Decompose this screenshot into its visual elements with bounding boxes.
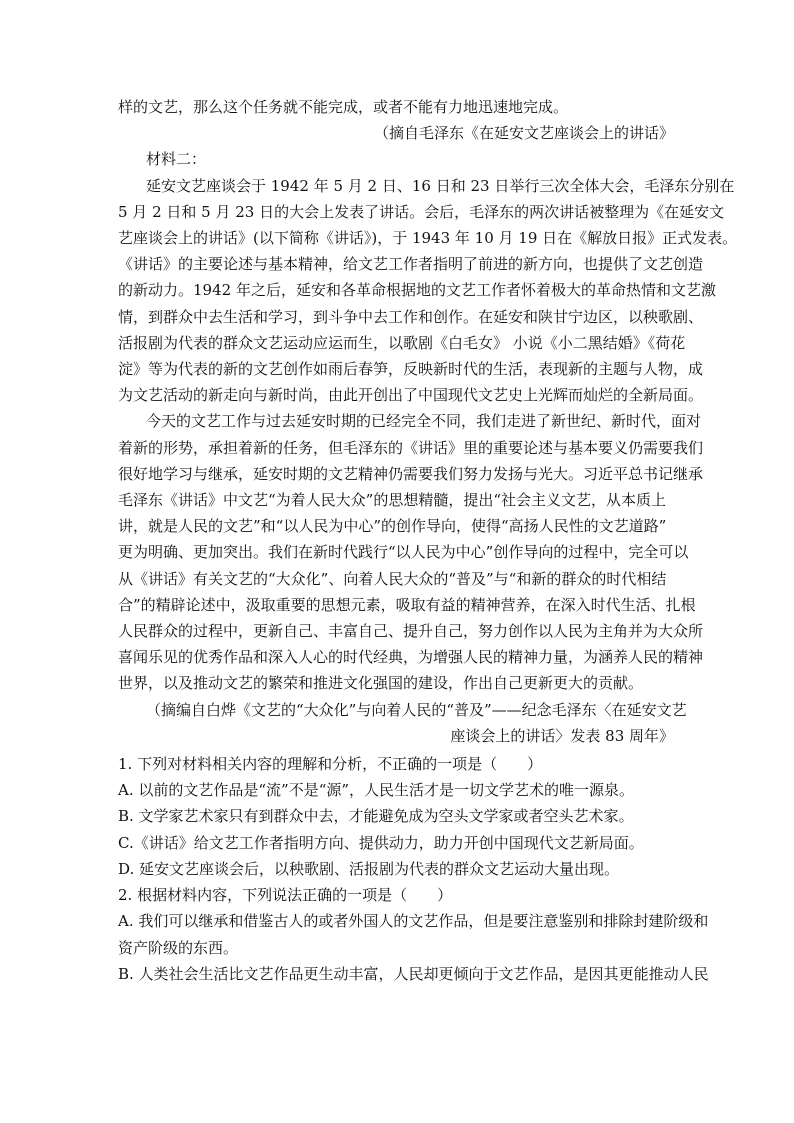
question-stem: 1. 下列对材料相关内容的理解和分析，不正确的一项是（ ）	[118, 755, 543, 774]
paragraph-line: 延安文艺座谈会于 1942 年 5 月 2 日、16 日和 23 日举行三次全体大会，毛泽东分别在	[146, 176, 735, 195]
paragraph-line: 世界，以及推动文艺的繁荣和推进文化强国的建设，作出自己更新更大的贡献。	[118, 674, 644, 693]
material2-label: 材料二：	[146, 150, 207, 169]
material2-source-line-1: （摘编自白烨《文艺的“大众化”与向着人民的“普及”——纪念毛泽东〈在延安文艺	[146, 700, 687, 719]
paragraph-line: 讲，就是人民的文艺”和“以人民为中心”的创作导向，使得“高扬人民性的文艺道路”	[118, 517, 667, 536]
paragraph-line: 人民群众的过程中，更新自己、丰富自己、提升自己，努力创作以人民为主角并为大众所	[118, 622, 704, 641]
paragraph-line: 活报剧为代表的群众文艺运动应运而生，以歌剧《白毛女》 小说《小二黑结婚》《荷花	[118, 333, 686, 352]
paragraph-line: 从《讲话》有关文艺的“大众化”、向着人民大众的“普及”与“和新的群众的时代相结	[118, 569, 667, 588]
question-2	[118, 882, 709, 987]
material1-tail: 样的文艺，那么这个任务就不能完成，或者不能有力地迅速地完成。	[118, 98, 569, 116]
paragraph-line: 毛泽东《讲话》中文艺“为着人民大众”的思想精髓，提出“社会主义文艺，从本质上	[118, 491, 667, 510]
paragraph-line: 《讲话》的主要论述与基本精神，给文艺工作者指明了前进的新方向，也提供了文艺创造	[118, 255, 704, 274]
option-a: A. 以前的文艺作品是“流”不是“源”，人民生活才是一切文学艺术的唯一源泉。	[118, 781, 635, 800]
material2-paragraph-2	[118, 408, 704, 696]
material2-paragraph-1	[118, 173, 738, 409]
option-c: C.《讲话》给文艺工作者指明方向、提供动力，助力开创中国现代文艺新局面。	[118, 833, 644, 852]
option-b: B. 文学家艺术家只有到群众中去，才能避免成为空头文学家或者空头艺术家。	[118, 807, 634, 826]
material1-source: （摘自毛泽东《在延安文艺座谈会上的讲话》	[373, 124, 674, 143]
option-b: B. 人类社会生活比文艺作品更生动丰富，人民却更倾向于文艺作品，是因其更能推动人民	[118, 964, 709, 983]
option-a: A. 我们可以继承和借鉴古人的或者外国人的文艺作品，但是要注意鉴别和排除封建阶级和	[118, 912, 709, 931]
paragraph-line: 为文艺活动的新走向与新时尚，由此开创出了中国现代文艺史上光辉而灿烂的全新局面。	[118, 386, 704, 405]
option-d: D. 延安文艺座谈会后，以秧歌剧、活报剧为代表的群众文艺运动大量出现。	[118, 859, 620, 878]
paragraph-line: 合”的精辟论述中，汲取重要的思想元素，吸取有益的精神营养，在深入时代生活、扎根	[118, 595, 696, 614]
document-page	[118, 94, 738, 987]
paragraph-line: 的新动力。1942 年之后，延安和各革命根据地的文艺工作者怀着极大的革命热情和文艺激	[118, 281, 716, 300]
question-1	[118, 751, 674, 882]
paragraph-line: 艺座谈会上的讲话》(以下简称《讲话》)，于 1943 年 10 月 19 日在《解放日报》正式发表。	[118, 229, 738, 248]
question-stem: 2. 根据材料内容，下列说法正确的一项是（ ）	[118, 886, 453, 905]
paragraph-line: 更为明确、更加突出。我们在新时代践行“以人民为中心”创作导向的过程中，完全可以	[118, 543, 689, 562]
paragraph-line: 情，到群众中去生活和学习，到斗争中去工作和创作。在延安和陕甘宁边区，以秧歌剧、	[118, 307, 704, 326]
paragraph-line: 淀》等为代表的新的文艺创作如雨后春笋，反映新时代的生活，表现新的主题与人物，成	[118, 360, 704, 379]
paragraph-line: 喜闻乐见的优秀作品和深入人心的时代经典，为增强人民的精神力量，为涵养人民的精神	[118, 648, 704, 667]
paragraph-line: 5 月 2 日和 5 月 23 日的大会上发表了讲话。会后，毛泽东的两次讲话被整理为《在延安文	[118, 202, 725, 221]
material2-source-line-2: 座谈会上的讲话〉发表 83 周年》	[450, 726, 674, 745]
paragraph-line: 很好地学习与继承，延安时期的文艺精神仍需要我们努力发扬与光大。习近平总书记继承	[118, 464, 704, 483]
paragraph-line: 着新的形势，承担着新的任务，但毛泽东的《讲话》里的重要论述与基本要义仍需要我们	[118, 438, 704, 457]
option-a-continued: 资产阶级的东西。	[118, 938, 239, 957]
paragraph-line: 今天的文艺工作与过去延安时期的已经完全不同，我们走进了新世纪、新时代，面对	[146, 412, 702, 431]
